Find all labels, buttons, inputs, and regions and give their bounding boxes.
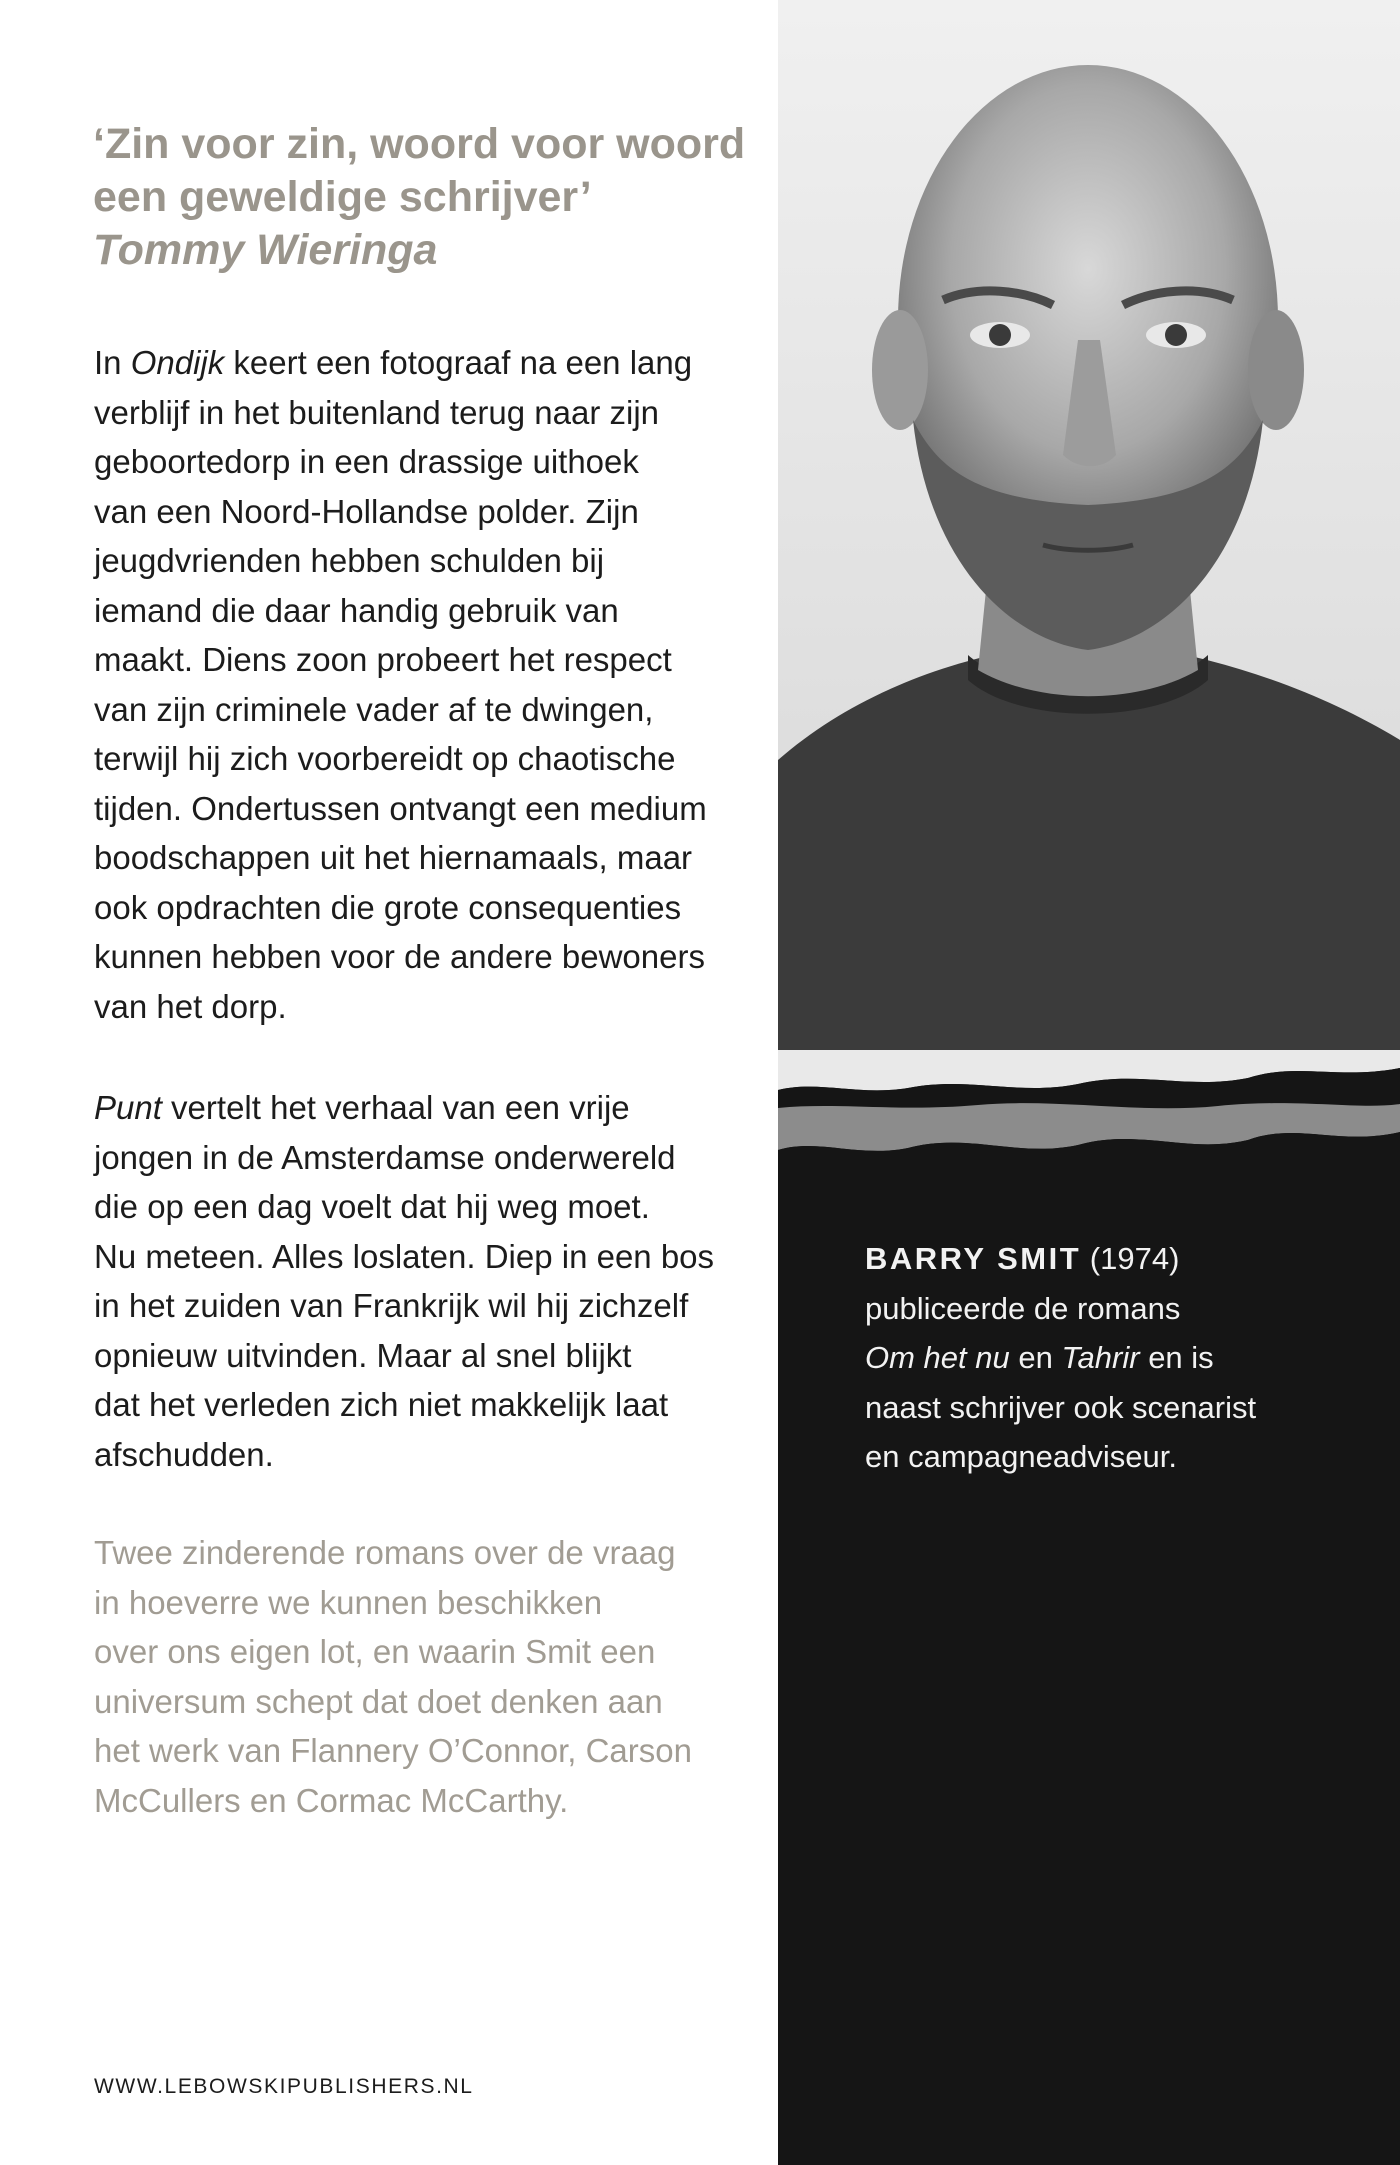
blurb-line: van zijn criminele vader af te dwingen,	[94, 690, 654, 728]
quote-line-2: een geweldige schrijver’	[93, 173, 592, 221]
blurb-line: maakt. Diens zoon probeert het respect	[94, 641, 672, 678]
blurb-line: Punt vertelt het verhaal van een vrije	[94, 1089, 630, 1126]
torn-paper-divider	[778, 1050, 1400, 1170]
author-bio	[865, 1234, 1385, 1482]
review-quote	[93, 118, 773, 277]
blurb-line: dat het verleden zich niet makkelijk laat	[94, 1386, 669, 1423]
bio-line	[865, 1234, 1385, 1284]
bio-line: Om het nu en Tahrir en is	[865, 1340, 1214, 1375]
blurb-line: verblijf in het buitenland terug naar zijn	[94, 393, 660, 431]
bio-line: naast schrijver ook scenarist	[865, 1389, 1257, 1425]
closing-summary	[94, 1528, 774, 1825]
blurb-line: In Ondijk keert een fotograaf na een lang	[94, 344, 693, 381]
blurb-line: jongen in de Amsterdamse onderwereld	[94, 1138, 676, 1176]
book-title-tahrir: Tahrir	[1061, 1340, 1140, 1375]
blurb-line: jeugdvrienden hebben schulden bij	[94, 542, 605, 579]
summary-line: Twee zinderende romans over de vraag	[94, 1534, 676, 1571]
book-title-ondijk: Ondijk	[130, 344, 225, 381]
blurb-line: afschudden.	[94, 1435, 274, 1473]
book-title-om-het-nu: Om het nu	[865, 1340, 1010, 1375]
blurb-line: ook opdrachten die grote consequenties	[94, 888, 682, 926]
author-name: BARRY SMIT	[865, 1241, 1082, 1276]
blurb-punt	[94, 1083, 774, 1479]
book-title-punt: Punt	[94, 1089, 162, 1126]
publisher-website: WWW.LEBOWSKIPUBLISHERS.NL	[94, 2075, 474, 2098]
bio-line: en campagneadviseur.	[865, 1439, 1177, 1474]
summary-line: over ons eigen lot, en waarin Smit een	[94, 1633, 656, 1670]
summary-line: het werk van Flannery O’Connor, Carson	[94, 1732, 692, 1769]
blurb-line: van het dorp.	[94, 987, 287, 1025]
summary-line: McCullers en Cormac McCarthy.	[94, 1781, 569, 1819]
blurb-line: iemand die daar handig gebruik van	[94, 591, 619, 629]
author-portrait-photo	[778, 0, 1400, 1068]
blurb-line: Nu meteen. Alles loslaten. Diep in een bos	[94, 1237, 715, 1275]
blurb-line: in het zuiden van Frankrijk wil hij zichzelf	[94, 1287, 689, 1324]
blurb-ondijk	[94, 338, 774, 1031]
blurb-line: geboortedorp in een drassige uithoek	[94, 443, 639, 480]
summary-line: universum schept dat doet denken aan	[94, 1682, 663, 1720]
bio-line: publiceerde de romans	[865, 1290, 1181, 1326]
blurb-line: tijden. Ondertussen ontvangt een medium	[94, 789, 707, 827]
portrait-illustration	[778, 0, 1400, 1068]
blurb-line: die op een dag voelt dat hij weg moet.	[94, 1188, 650, 1225]
blurb-line: opnieuw uitvinden. Maar al snel blijkt	[94, 1336, 632, 1374]
blurb-line: boodschappen uit het hiernamaals, maar	[94, 839, 693, 876]
quote-line-1: ‘Zin voor zin, woord voor woord	[93, 120, 746, 168]
blurb-line: van een Noord-Hollandse polder. Zijn	[94, 492, 639, 530]
author-birth-year: (1974)	[1081, 1241, 1180, 1276]
quote-author: Tommy Wieringa	[93, 226, 438, 274]
blurb-line: kunnen hebben voor de andere bewoners	[94, 938, 705, 975]
author-panel	[778, 0, 1400, 2165]
blurb-line: terwijl hij zich voorbereidt op chaotische	[94, 740, 676, 777]
summary-line: in hoeverre we kunnen beschikken	[94, 1583, 603, 1621]
